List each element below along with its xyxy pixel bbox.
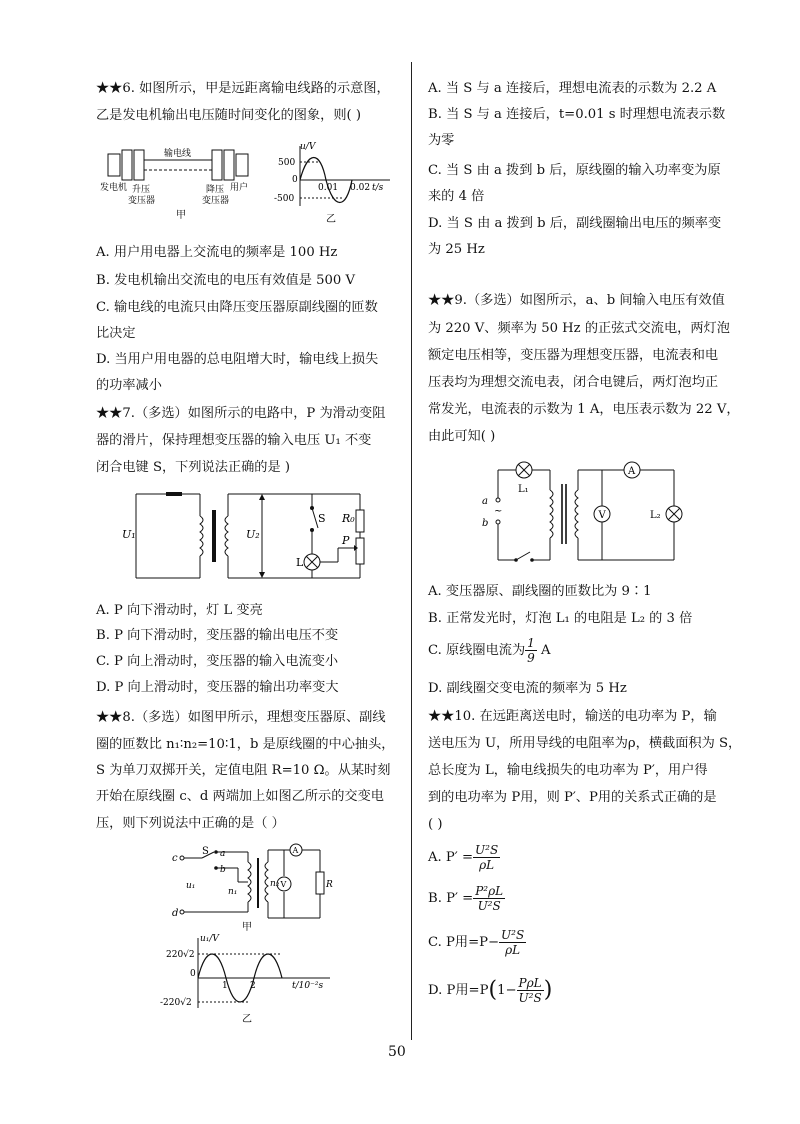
svg-text:A: A	[628, 466, 636, 477]
q6-option-d-line2: 的功率减小	[96, 378, 162, 393]
svg-text:n₂: n₂	[270, 879, 280, 889]
q7-stem-line2: 器的滑片，保持理想变压器的输入电压 U₁ 不变	[96, 433, 372, 448]
svg-text:L: L	[296, 556, 304, 569]
q7-option-a: A. P 向下滑动时，灯 L 变亮	[96, 603, 263, 618]
q9-stem-line4: 压表均为理想交流电表，闭合电键后，两灯泡均正	[428, 375, 719, 390]
svg-text:b: b	[482, 518, 489, 529]
q6-option-c-line1: C. 输电线的电流只由降压变压器原副线圈的匝数	[96, 300, 378, 315]
q9-option-c: C. 原线圈电流为 $\frac{1}{9}$ A	[428, 636, 551, 665]
svg-text:V: V	[598, 510, 606, 521]
gen-label: 发电机	[100, 183, 128, 193]
q6-stem-line1: ★★6. 如图所示，甲是远距离输电线路的示意图，	[96, 81, 390, 96]
svg-text:升压: 升压	[132, 185, 151, 195]
svg-text:u/V: u/V	[300, 142, 316, 152]
q7-stem-line1: ★★7.（多选）如图所示的电路中，P 为滑动变阻	[96, 406, 386, 421]
q9-stem-line1: ★★9.（多选）如图所示，a、b 间输入电压有效值	[428, 293, 725, 308]
q10-option-b: B. P′ = $\frac{\text{P²ρL}}{\text{U²S}}$	[428, 884, 504, 913]
q8-figure-yi	[160, 932, 350, 1026]
svg-text:u₁/V: u₁/V	[200, 934, 219, 944]
q6-option-c-line2: 比决定	[96, 326, 136, 341]
svg-text:变压器: 变压器	[202, 196, 230, 206]
q7-option-b: B. P 向下滑动时，变压器的输出电压不变	[96, 628, 339, 643]
svg-text:甲: 甲	[176, 210, 186, 220]
q9-stem-line2: 为 220 V、频率为 50 Hz 的正弦式交流电，两灯泡	[428, 321, 730, 336]
column-divider	[411, 62, 412, 1040]
q9-option-d: D. 副线圈交变电流的频率为 5 Hz	[428, 681, 627, 696]
svg-text:乙: 乙	[242, 1014, 252, 1025]
svg-text:P: P	[342, 534, 350, 547]
svg-text:-220√2: -220√2	[160, 998, 192, 1008]
q10-option-a: A. P′ = $\frac{\text{U²S}}{\rho L}$	[428, 843, 499, 872]
svg-text:0.02: 0.02	[350, 183, 371, 193]
q8-stem-line5: 压，则下列说法中正确的是（ ）	[96, 816, 285, 831]
svg-text:1: 1	[222, 981, 228, 991]
svg-text:R₀: R₀	[342, 512, 355, 525]
svg-text:220√2: 220√2	[166, 950, 195, 960]
q8-figure-jia	[168, 842, 338, 932]
q10-stem-line3: 总长度为 L，输电线损失的电功率为 P′，用户得	[428, 763, 708, 778]
q10-stem-line5: ( )	[428, 817, 443, 832]
q6-option-d-line1: D. 当用户用电器的总电阻增大时，输电线上损失	[96, 352, 379, 367]
svg-text:a: a	[482, 496, 488, 507]
svg-text:A: A	[292, 846, 299, 855]
svg-text:S: S	[202, 846, 209, 857]
svg-text:V: V	[280, 880, 287, 889]
svg-text:c: c	[172, 853, 178, 864]
svg-text:t/s: t/s	[372, 183, 384, 193]
svg-text:L₂: L₂	[650, 510, 661, 521]
svg-text:甲: 甲	[242, 922, 252, 932]
q8-stem-line2: 圈的匝数比 n₁∶n₂=10∶1，b 是原线圈的中心抽头，	[96, 737, 395, 752]
svg-text:L₁: L₁	[518, 484, 529, 495]
svg-text:S: S	[318, 512, 326, 525]
q9-option-b: B. 正常发光时，灯泡 L₁ 的电阻是 L₂ 的 3 倍	[428, 611, 693, 626]
q8-option-b-line1: B. 当 S 与 a 连接后，t=0.01 s 时理想电流表示数	[428, 107, 726, 122]
svg-text:d: d	[172, 908, 179, 919]
q9-stem-line5: 常发光，电流表的示数为 1 A，电压表示数为 22 V，	[428, 402, 740, 417]
svg-text:输电线: 输电线	[164, 149, 192, 159]
svg-text:U₁: U₁	[122, 528, 136, 541]
svg-text:0: 0	[190, 969, 196, 979]
svg-text:b: b	[220, 865, 226, 875]
q10-stem-line2: 送电压为 U，所用导线的电阻率为ρ，横截面积为 S，	[428, 736, 742, 751]
svg-text:n₁: n₁	[228, 887, 238, 897]
page-number: 50	[388, 1044, 406, 1060]
q8-stem-line4: 开始在原线圈 c、d 两端加上如图乙所示的交变电	[96, 789, 384, 804]
q8-stem-line3: S 为单刀双掷开关，定值电阻 R=10 Ω。从某时刻	[96, 763, 391, 778]
q8-stem-line1: ★★8.（多选）如图甲所示，理想变压器原、副线	[96, 710, 386, 725]
q7-option-d: D. P 向上滑动时，变压器的输出功率变大	[96, 680, 339, 695]
svg-text:u₁: u₁	[186, 881, 196, 891]
svg-text:2: 2	[250, 981, 256, 991]
q10-stem-line4: 到的电功率为 P用，则 P′、P用的关系式正确的是	[428, 790, 717, 805]
svg-text:0.01: 0.01	[318, 183, 339, 193]
q8-option-c-line2: 来的 4 倍	[428, 189, 485, 204]
svg-text:用户: 用户	[230, 183, 249, 193]
svg-text:a: a	[220, 849, 226, 859]
q9-circuit-figure	[478, 458, 688, 570]
svg-text:t/10⁻²s: t/10⁻²s	[292, 981, 324, 991]
q6-figure-jia	[100, 140, 270, 220]
q8-option-b-line2: 为零	[428, 133, 455, 148]
q6-option-a: A. 用户用电器上交流电的频率是 100 Hz	[96, 245, 338, 260]
svg-text:-500: -500	[274, 194, 295, 204]
q6-option-b: B. 发电机输出交流电的电压有效值是 500 V	[96, 273, 355, 288]
q6-stem-line2: 乙是发电机输出电压随时间变化的图象，则( )	[96, 108, 362, 123]
q10-option-c: C. P用=P− $\frac{\text{U²S}}{\rho L}$	[428, 928, 525, 957]
svg-text:500: 500	[278, 158, 296, 168]
q10-option-d: D. P用=P(1− $\frac{\text{PρL}}{\text{U²S}}$ )	[428, 976, 553, 1005]
q7-circuit-figure	[120, 486, 380, 586]
q8-option-d-line1: D. 当 S 由 a 拨到 b 后，副线圈输出电压的频率变	[428, 216, 722, 231]
svg-text:乙: 乙	[326, 214, 336, 224]
q6-figure-yi	[272, 140, 392, 224]
q9-stem-line6: 由此可知( )	[428, 429, 496, 444]
q10-stem-line1: ★★10. 在远距离送电时，输送的电功率为 P，输	[428, 709, 717, 724]
svg-text:U₂: U₂	[246, 528, 260, 541]
q9-stem-line3: 额定电压相等，变压器为理想变压器，电流表和电	[428, 348, 719, 363]
q8-option-c-line1: C. 当 S 由 a 拨到 b 后，原线圈的输入功率变为原	[428, 163, 721, 178]
svg-text:0: 0	[292, 175, 298, 185]
q8-option-a: A. 当 S 与 a 连接后，理想电流表的示数为 2.2 A	[428, 81, 717, 96]
q9-c-fraction: $\frac{1}{9}$	[527, 636, 535, 665]
q7-stem-line3: 闭合电键 S，下列说法正确的是 )	[96, 460, 290, 475]
svg-text:R: R	[326, 880, 333, 890]
svg-text:变压器: 变压器	[128, 196, 156, 206]
svg-text:~: ~	[494, 506, 503, 517]
q7-option-c: C. P 向上滑动时，变压器的输入电流变小	[96, 654, 339, 669]
q8-option-d-line2: 为 25 Hz	[428, 242, 485, 257]
q9-option-a: A. 变压器原、副线圈的匝数比为 9∶1	[428, 584, 652, 599]
svg-text:降压: 降压	[206, 185, 225, 195]
